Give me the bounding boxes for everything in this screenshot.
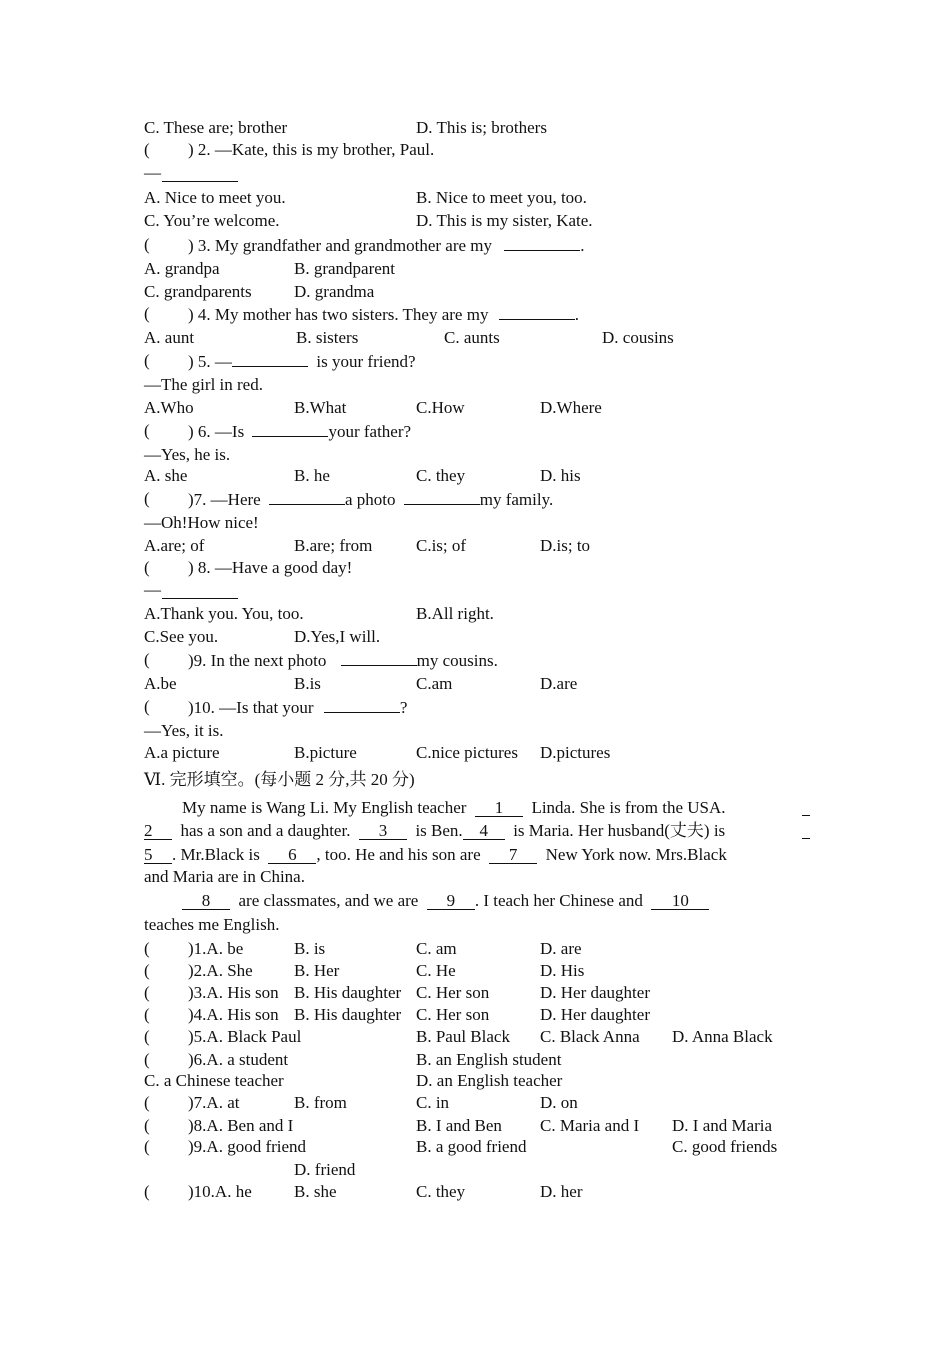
passage-line-6: teaches me English. <box>144 915 280 934</box>
q2-option-c: C. You’re welcome. <box>144 211 280 230</box>
cloze-2-option-b: B. Her <box>294 961 340 980</box>
q4-question <box>188 304 579 325</box>
passage-text: . Mr.Black is <box>172 845 260 864</box>
q3-period: . <box>580 236 585 255</box>
passage-line-4: and Maria are in China. <box>144 867 305 886</box>
q2-dash: — <box>144 163 161 182</box>
q5-question <box>188 351 416 372</box>
passage-text: are classmates, and we are <box>238 891 419 910</box>
q6-option-c: C. they <box>416 466 466 485</box>
q5-paren: ( <box>144 351 150 370</box>
cloze-3-option-c: C. Her son <box>416 983 490 1002</box>
q9-paren: ( <box>144 650 150 669</box>
q6-reply: —Yes, he is. <box>144 445 231 464</box>
q10-paren: ( <box>144 697 150 716</box>
passage-line-3 <box>144 845 727 865</box>
cloze-1-option-a: )1.A. be <box>188 939 244 958</box>
q3-option-b: B. grandparent <box>294 259 396 278</box>
q4-blank <box>499 304 575 320</box>
passage-text: New York now. Mrs.Black <box>545 845 727 864</box>
q4-option-b: B. sisters <box>296 328 359 347</box>
cloze-8-option-b: B. I and Ben <box>416 1116 502 1135</box>
q5-reply: —The girl in red. <box>144 375 263 394</box>
section-title: 完形填空。 <box>169 770 255 790</box>
q9-option-b: B.is <box>294 674 321 693</box>
cloze-1-option-d: D. are <box>540 939 582 958</box>
cloze-5-option-c: C. Black Anna <box>540 1027 640 1046</box>
q3-option-c: C. grandparents <box>144 282 252 301</box>
passage-text: is Ben. <box>415 821 463 840</box>
cloze-9-option-c: C. good friends <box>672 1137 778 1156</box>
cloze-8-option-c: C. Maria and I <box>540 1116 640 1135</box>
q5-blank <box>232 351 308 367</box>
q5-option-b: B.What <box>294 398 347 417</box>
q9-question <box>188 650 498 671</box>
q4-text: ) 4. My mother has two sisters. They are my <box>188 305 489 324</box>
cloze-2-option-a: )2.A. She <box>188 961 253 980</box>
q2-paren: ( <box>144 140 150 159</box>
q7-reply: —Oh!How nice! <box>144 513 259 532</box>
cloze-4-option-d: D. Her daughter <box>540 1005 650 1024</box>
q5-option-c: C.How <box>416 398 465 417</box>
cloze-9-option-b: B. a good friend <box>416 1137 527 1156</box>
q1-option-c: C. These are; brother <box>144 118 288 137</box>
q4-option-d: D. cousins <box>602 328 674 347</box>
q7-option-c: C.is; of <box>416 536 467 555</box>
q6-option-b: B. he <box>294 466 330 485</box>
q4-option-a: A. aunt <box>144 328 195 347</box>
q4-paren: ( <box>144 304 150 323</box>
passage-text: My name is Wang Li. My English teacher <box>182 798 467 817</box>
cloze-2-option-c: C. He <box>416 961 456 980</box>
cloze-8-option-d: D. I and Maria <box>672 1116 773 1135</box>
cloze-10-option-b: B. she <box>294 1182 337 1201</box>
cloze-4-option-b: B. His daughter <box>294 1005 402 1024</box>
cloze-8-option-a: )8.A. Ben and I <box>188 1116 294 1135</box>
line-end-blank <box>802 821 810 839</box>
q10-option-b: B.picture <box>294 743 357 762</box>
q8-dash: — <box>144 580 161 599</box>
q10-question <box>188 697 407 718</box>
q8-option-b: B.All right. <box>416 604 494 623</box>
cloze-10-option-a: )10.A. he <box>188 1182 252 1201</box>
cloze-3-option-a: )3.A. His son <box>188 983 279 1002</box>
q10-post: ? <box>399 698 408 717</box>
q1-option-d: D. This is; brothers <box>416 118 547 137</box>
q3-paren: ( <box>144 235 150 254</box>
cloze-6-option-a: )6.A. a student <box>188 1050 289 1069</box>
blank-1: 1 <box>475 800 523 817</box>
q9-option-d: D.are <box>540 674 578 693</box>
cloze-3-option-d: D. Her daughter <box>540 983 650 1002</box>
cloze-6-option-b: B. an English student <box>416 1050 562 1069</box>
q10-option-a: A.a picture <box>144 743 220 762</box>
cloze-10-paren: ( <box>144 1182 150 1201</box>
cloze-1-option-b: B. is <box>294 939 326 958</box>
cloze-5-paren: ( <box>144 1027 150 1046</box>
q5-pre: ) 5. — <box>188 352 232 371</box>
blank-4: 4 <box>463 823 505 840</box>
line-end-blank <box>802 798 810 816</box>
q10-reply: —Yes, it is. <box>144 721 224 740</box>
q8-option-d: D.Yes,I will. <box>294 627 381 646</box>
q9-option-c: C.am <box>416 674 453 693</box>
q3-question <box>188 235 585 256</box>
q8-option-a: A.Thank you. You, too. <box>144 604 304 623</box>
q6-option-d: D. his <box>540 466 581 485</box>
passage-text: Linda. She is from the USA. <box>531 798 726 817</box>
q2-option-b: B. Nice to meet you, too. <box>416 188 587 207</box>
passage-text: , too. He and his son are <box>316 845 481 864</box>
q7-option-a: A.are; of <box>144 536 205 555</box>
q9-option-a: A.be <box>144 674 177 693</box>
q7-blank-2 <box>404 489 480 505</box>
cloze-3-paren: ( <box>144 983 150 1002</box>
cloze-7-option-d: D. on <box>540 1093 578 1112</box>
cloze-9-option-a: )9.A. good friend <box>188 1137 307 1156</box>
section-note: (每小题 2 分,共 20 分) <box>254 770 415 789</box>
cloze-6-paren: ( <box>144 1050 150 1069</box>
passage-text: is Maria. Her husband(丈夫) is <box>513 821 726 840</box>
q9-post: my cousins. <box>416 651 498 670</box>
cloze-6-option-d: D. an English teacher <box>416 1071 563 1090</box>
cloze-10-option-d: D. her <box>540 1182 583 1201</box>
cloze-5-option-b: B. Paul Black <box>416 1027 510 1046</box>
q8-answer-blank <box>162 580 238 599</box>
cloze-7-option-b: B. from <box>294 1093 347 1112</box>
q6-paren: ( <box>144 421 150 440</box>
cloze-1-option-c: C. am <box>416 939 457 958</box>
q6-blank <box>252 421 328 437</box>
q10-blank <box>324 697 400 713</box>
cloze-4-option-a: )4.A. His son <box>188 1005 279 1024</box>
cloze-5-option-a: )5.A. Black Paul <box>188 1027 302 1046</box>
q7-paren: ( <box>144 489 150 508</box>
q4-period: . <box>574 305 579 324</box>
q10-option-d: D.pictures <box>540 743 611 762</box>
cloze-7-option-c: C. in <box>416 1093 450 1112</box>
q8-paren: ( <box>144 558 150 577</box>
cloze-6-option-c: C. a Chinese teacher <box>144 1071 284 1090</box>
q10-pre: )10. —Is that your <box>188 698 314 717</box>
q2-option-a: A. Nice to meet you. <box>144 188 286 207</box>
q7-blank-1 <box>269 489 345 505</box>
q3-text: ) 3. My grandfather and grandmother are my <box>188 236 492 255</box>
cloze-2-paren: ( <box>144 961 150 980</box>
q3-blank <box>504 235 580 251</box>
blank-7: 7 <box>489 847 537 864</box>
cloze-3-option-b: B. His daughter <box>294 983 402 1002</box>
cloze-4-paren: ( <box>144 1005 150 1024</box>
blank-5: 5 <box>144 847 172 864</box>
cloze-5-option-d: D. Anna Black <box>672 1027 773 1046</box>
blank-9: 9 <box>427 893 475 910</box>
q5-option-d: D.Where <box>540 398 602 417</box>
q3-option-a: A. grandpa <box>144 259 220 278</box>
q7-mid: a photo <box>344 490 396 509</box>
blank-2: 2 <box>144 823 172 840</box>
passage-line-1 <box>182 798 726 818</box>
q5-option-a: A.Who <box>144 398 194 417</box>
cloze-9-paren: ( <box>144 1137 150 1156</box>
blank-3: 3 <box>359 823 407 840</box>
q4-option-c: C. aunts <box>444 328 500 347</box>
q8-option-c: C.See you. <box>144 627 219 646</box>
q6-option-a: A. she <box>144 466 188 485</box>
cloze-10-option-c: C. they <box>416 1182 466 1201</box>
cloze-1-paren: ( <box>144 939 150 958</box>
cloze-2-option-d: D. His <box>540 961 585 980</box>
q7-option-d: D.is; to <box>540 536 591 555</box>
passage-text: has a son and a daughter. <box>180 821 351 840</box>
blank-10: 10 <box>651 893 709 910</box>
passage-text: . I teach her Chinese and <box>474 891 643 910</box>
q8-question: ) 8. —Have a good day! <box>188 558 353 577</box>
cloze-4-option-c: C. Her son <box>416 1005 490 1024</box>
q2-question: ) 2. —Kate, this is my brother, Paul. <box>188 140 435 159</box>
cloze-7-paren: ( <box>144 1093 150 1112</box>
q6-pre: ) 6. —Is <box>188 422 245 441</box>
section-heading <box>144 770 415 790</box>
q7-question <box>188 489 553 510</box>
q10-option-c: C.nice pictures <box>416 743 518 762</box>
q6-question <box>188 421 411 442</box>
q9-blank <box>341 650 417 666</box>
q7-post: my family. <box>479 490 554 509</box>
q7-pre: )7. —Here <box>188 490 261 509</box>
blank-6: 6 <box>268 847 316 864</box>
q6-post: your father? <box>328 422 412 441</box>
blank-8: 8 <box>182 893 230 910</box>
passage-line-5 <box>182 891 709 911</box>
q5-post: is your friend? <box>316 352 416 371</box>
q2-option-d: D. This is my sister, Kate. <box>416 211 593 230</box>
q7-option-b: B.are; from <box>294 536 373 555</box>
cloze-8-paren: ( <box>144 1116 150 1135</box>
q9-pre: )9. In the next photo <box>188 651 327 670</box>
passage-line-2 <box>144 821 725 841</box>
section-numeral: Ⅵ. <box>144 770 166 789</box>
q2-answer-blank <box>162 163 238 182</box>
cloze-9-option-d: D. friend <box>294 1160 356 1179</box>
q3-option-d: D. grandma <box>294 282 375 301</box>
cloze-7-option-a: )7.A. at <box>188 1093 240 1112</box>
